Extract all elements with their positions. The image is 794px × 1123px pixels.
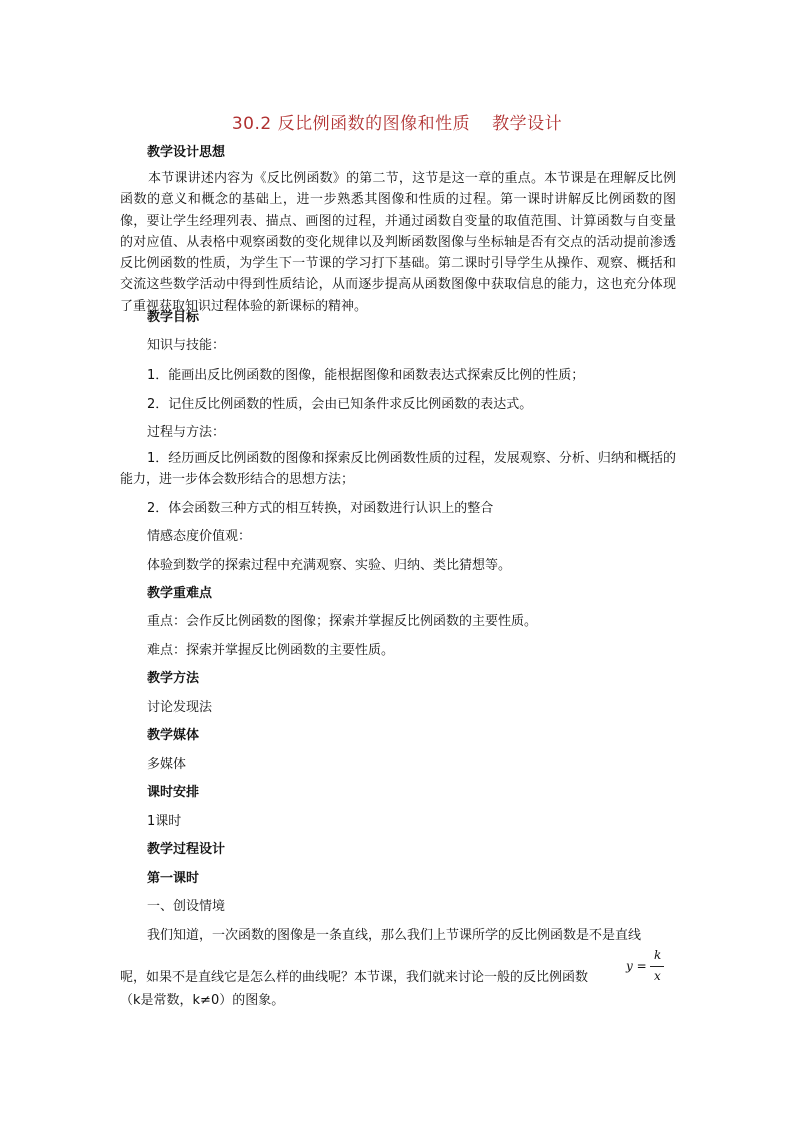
heading-lesson-1: 第一课时 bbox=[147, 871, 200, 886]
schedule-text: 1课时 bbox=[147, 814, 182, 829]
page-title bbox=[0, 109, 794, 134]
heading-media: 教学媒体 bbox=[147, 728, 200, 743]
emotion-label: 情感态度价值观： bbox=[147, 529, 252, 544]
process-item-1: 1．经历画反比例函数的图像和探索反比例函数性质的过程，发展观察、分析、归纳和概括的能力，进一步体会数形结合的思想方法； bbox=[120, 451, 676, 487]
formula-y-equals-k-over-x bbox=[626, 949, 676, 989]
heading-process-design: 教学过程设计 bbox=[147, 842, 226, 857]
difficult-point: 难点：探索并掌握反比例函数的主要性质。 bbox=[147, 643, 395, 658]
knowledge-item-2: 2．记住反比例函数的性质，会由已知条件求反比例函数的表达式。 bbox=[147, 397, 533, 412]
section-1-heading: 一、创设情境 bbox=[147, 899, 226, 914]
paragraph-design-idea: 本节课讲述内容为《反比例函数》的第二节，这节是这一章的重点。本节课是在理解反比例函数的意义和概念的基础上，进一步熟悉其图像和性质的过程。第一课时讲解反比例函数的图像，要让学生经理列表、描点、画图的过程，并通过函数自变量的取值范围、计算函数与自变量的对应值、从表格中观察函数的变化规律以及判断函数图像与坐标轴是否有交点的活动提前渗透反比例函数的性质，为学生下一节课的学习打下基础。第二课时引导学生从操作、观察、概括和交流这些数学活动中得到性质结论，从而逐步提高从函数图像中获取信息的能力，这也充分体现了重视获取知识过程体验的新课标的精神。 bbox=[120, 171, 676, 314]
intro-line-3: （k是常数，k≠0）的图象。 bbox=[120, 993, 285, 1008]
title-main: 30.2 反比例函数的图像和性质 bbox=[231, 114, 471, 134]
process-label: 过程与方法： bbox=[147, 425, 226, 440]
heading-design-idea: 教学设计思想 bbox=[147, 145, 226, 160]
method-text: 讨论发现法 bbox=[147, 700, 213, 715]
formula-fraction-bar bbox=[650, 966, 664, 967]
formula-y: y = bbox=[626, 959, 647, 973]
formula-denominator: x bbox=[654, 969, 661, 983]
process-item-2: 2．体会函数三种方式的相互转换，对函数进行认识上的整合 bbox=[147, 501, 494, 516]
heading-key-points: 教学重难点 bbox=[147, 586, 213, 601]
formula-numerator: k bbox=[654, 948, 662, 962]
heading-method: 教学方法 bbox=[147, 671, 200, 686]
intro-line-2: 呢，如果不是直线它是怎么样的曲线呢？本节课，我们就来讨论一般的反比例函数 bbox=[120, 970, 589, 985]
key-point: 重点：会作反比例函数的图像；探索并掌握反比例函数的主要性质。 bbox=[147, 614, 538, 629]
media-text: 多媒体 bbox=[147, 757, 187, 772]
heading-goals: 教学目标 bbox=[147, 310, 200, 325]
heading-schedule: 课时安排 bbox=[147, 785, 200, 800]
knowledge-label: 知识与技能： bbox=[147, 338, 226, 353]
knowledge-item-1: 1．能画出反比例函数的图像，能根据图像和函数表达式探索反比例的性质； bbox=[147, 368, 585, 383]
title-sub: 教学设计 bbox=[492, 114, 563, 134]
intro-line-1: 我们知道，一次函数的图像是一条直线，那么我们上节课所学的反比例函数是不是直线 bbox=[147, 928, 642, 943]
emotion-text: 体验到数学的探索过程中充满观察、实验、归纳、类比猜想等。 bbox=[147, 558, 512, 573]
